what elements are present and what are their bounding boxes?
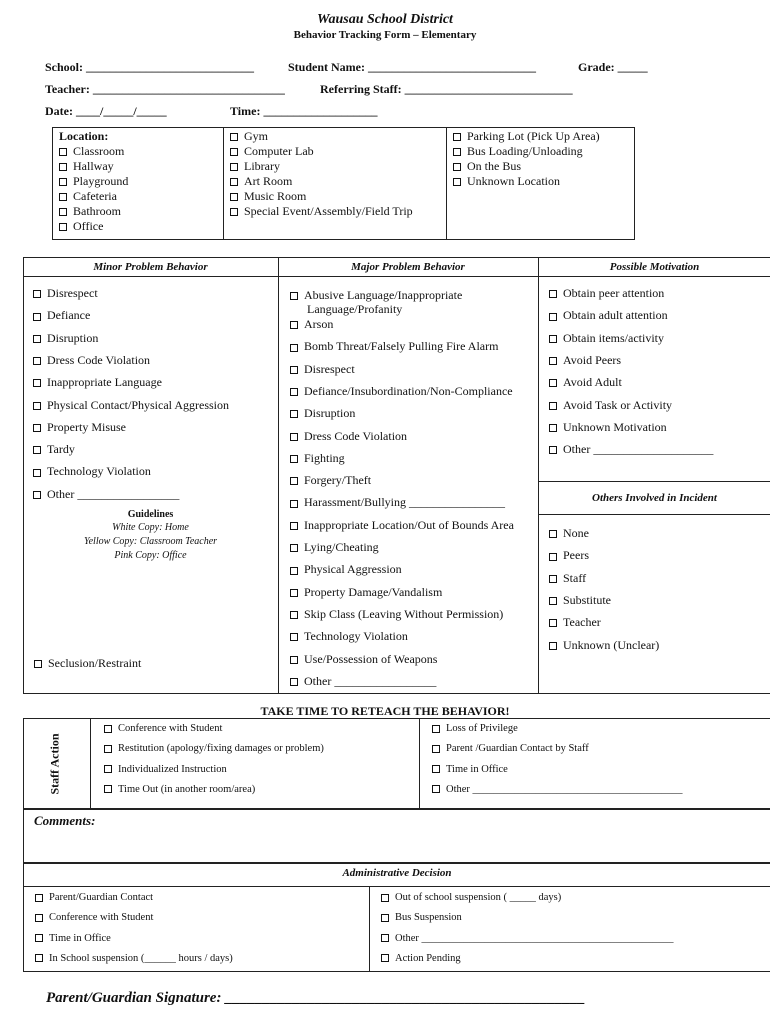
seclusion-label: Seclusion/Restraint [48, 656, 142, 670]
minor-behavior-checkbox[interactable] [33, 398, 229, 413]
location-checkbox-label: Music Room [244, 189, 307, 203]
minor-behavior-checkbox[interactable] [33, 464, 151, 479]
staff-action-checkbox[interactable] [104, 784, 255, 795]
divider [538, 257, 539, 694]
major-behavior-checkbox[interactable] [290, 629, 408, 644]
motivation-checkbox[interactable] [549, 398, 672, 413]
motivation-checkbox-label: Obtain items/activity [563, 330, 664, 345]
major-behavior-checkbox[interactable] [290, 473, 371, 488]
location-checkbox-label: Office [73, 219, 104, 233]
checkbox-icon[interactable] [33, 379, 41, 387]
admin-decision-checkbox[interactable] [35, 953, 233, 964]
admin-decision-checkbox[interactable] [381, 953, 461, 964]
major-behavior-checkbox[interactable] [290, 362, 355, 377]
major-behavior-checkbox[interactable] [290, 317, 333, 332]
motivation-checkbox-label: Other ____________________ [563, 442, 714, 457]
major-behavior-checkbox[interactable] [290, 384, 513, 399]
checkbox-icon[interactable] [290, 366, 298, 374]
checkbox-icon[interactable] [33, 290, 41, 298]
checkbox-icon[interactable] [33, 313, 41, 321]
checkbox-icon[interactable] [549, 619, 557, 627]
form-title: Wausau School District [317, 12, 453, 27]
major-behavior-checkbox-label: Property Damage/Vandalism [304, 584, 443, 599]
checkbox-icon[interactable] [549, 402, 557, 410]
checkbox-icon[interactable] [549, 313, 557, 321]
checkbox-icon[interactable] [432, 765, 440, 773]
checkbox-icon[interactable] [35, 894, 43, 902]
admin-decision-checkbox[interactable] [381, 892, 561, 903]
location-checkbox[interactable] [453, 144, 583, 159]
motivation-checkbox-label: Unknown Motivation [563, 419, 667, 434]
location-checkbox-label: Unknown Location [467, 174, 560, 188]
divider [446, 127, 447, 240]
others-involved-checkbox-label: Unknown (Unclear) [563, 637, 660, 652]
major-behavior-checkbox[interactable] [290, 562, 402, 577]
checkbox-icon[interactable] [35, 954, 43, 962]
checkbox-icon[interactable] [104, 785, 112, 793]
minor-behavior-checkbox-label: Disruption [47, 330, 99, 345]
checkbox-icon[interactable] [59, 148, 67, 156]
location-checkbox-label: On the Bus [467, 159, 521, 173]
staff-action-checkbox-label: Individualized Instruction [118, 763, 227, 775]
major-behavior-checkbox-label: Other _________________ [304, 673, 437, 688]
staff-action-checkbox-label: Parent /Guardian Contact by Staff [446, 743, 589, 755]
divider [23, 886, 770, 887]
motivation-checkbox[interactable] [549, 331, 664, 346]
location-checkbox[interactable] [453, 174, 560, 189]
staff-action-checkbox[interactable] [104, 723, 222, 734]
major-behavior-checkbox-label: Abusive Language/Inappropriate [304, 288, 463, 302]
checkbox-icon[interactable] [290, 633, 298, 641]
minor-behavior-checkbox-label: Disrespect [47, 286, 98, 300]
checkbox-icon[interactable] [290, 292, 298, 300]
checkbox-icon[interactable] [104, 765, 112, 773]
checkbox-icon[interactable] [290, 611, 298, 619]
checkbox-icon[interactable] [290, 433, 298, 441]
major-behavior-checkbox[interactable] [290, 288, 462, 303]
staff-action-checkbox-label: Time in Office [446, 763, 508, 775]
admin-decision-checkbox[interactable] [381, 933, 674, 944]
checkbox-icon[interactable] [453, 178, 461, 186]
checkbox-icon[interactable] [59, 178, 67, 186]
divider [538, 514, 770, 515]
comments-label: Comments: [34, 813, 96, 828]
location-checkbox-label: Bus Loading/Unloading [467, 144, 583, 158]
reteach-title: TAKE TIME TO RETEACH THE BEHAVIOR! [260, 704, 510, 718]
major-behavior-checkbox[interactable] [290, 406, 355, 421]
checkbox-icon[interactable] [290, 678, 298, 686]
others-involved-checkbox[interactable] [549, 571, 586, 586]
checkbox-icon[interactable] [35, 914, 43, 922]
minor-behavior-checkbox[interactable] [33, 487, 179, 502]
checkbox-icon[interactable] [290, 344, 298, 352]
checkbox-icon[interactable] [549, 642, 557, 650]
checkbox-icon[interactable] [549, 553, 557, 561]
checkbox-icon[interactable] [230, 193, 238, 201]
location-checkbox[interactable] [230, 144, 314, 159]
location-checkbox[interactable] [59, 219, 103, 234]
seclusion-checkbox[interactable] [34, 656, 141, 671]
location-checkbox[interactable] [230, 174, 292, 189]
admin-decision-checkbox-label: Bus Suspension [395, 912, 462, 924]
location-checkbox[interactable] [453, 129, 600, 144]
checkbox-icon[interactable] [290, 544, 298, 552]
checkbox-icon[interactable] [230, 178, 238, 186]
checkbox-icon[interactable] [33, 491, 41, 499]
staff-action-checkbox-label: Conference with Student [118, 723, 223, 734]
admin-decision-checkbox-label: Parent/Guardian Contact [49, 892, 154, 903]
motivation-checkbox-label: Avoid Adult [563, 375, 622, 390]
checkbox-icon[interactable] [59, 193, 67, 201]
checkbox-icon[interactable] [432, 745, 440, 753]
others-involved-checkbox[interactable] [549, 526, 589, 541]
location-checkbox[interactable] [230, 129, 268, 144]
guideline-yellow: Yellow Copy: Classroom Teacher [83, 536, 218, 547]
major-behavior-checkbox-label: Use/Possession of Weapons [304, 651, 438, 666]
motivation-checkbox[interactable] [549, 308, 668, 323]
checkbox-icon[interactable] [104, 725, 112, 733]
admin-decision-checkbox-label: Out of school suspension ( _____ days) [395, 892, 562, 903]
checkbox-icon[interactable] [290, 321, 298, 329]
major-behavior-checkbox-label: Dress Code Violation [304, 428, 408, 443]
checkbox-icon[interactable] [290, 410, 298, 418]
checkbox-icon[interactable] [59, 223, 67, 231]
comments-box[interactable] [23, 809, 770, 863]
minor-behavior-checkbox-label: Physical Contact/Physical Aggression [47, 397, 229, 412]
admin-header: Administrative Decision [342, 867, 452, 879]
checkbox-icon[interactable] [381, 894, 389, 902]
checkbox-icon[interactable] [453, 148, 461, 156]
staff-action-checkbox[interactable] [432, 784, 683, 795]
staff-action-checkbox[interactable] [432, 743, 589, 754]
location-checkbox[interactable] [230, 189, 306, 204]
checkbox-icon[interactable] [290, 500, 298, 508]
minor-behavior-checkbox-label: Property Misuse [47, 419, 126, 434]
others-involved-checkbox-label: Teacher [563, 615, 601, 630]
motivation-checkbox[interactable] [549, 442, 713, 457]
divider [278, 257, 279, 694]
checkbox-icon[interactable] [290, 522, 298, 530]
location-checkbox-label: Bathroom [73, 204, 121, 218]
motivation-checkbox-label: Avoid Task or Activity [563, 397, 673, 412]
divider [90, 718, 91, 809]
major-behavior-checkbox[interactable] [290, 339, 498, 354]
others-involved-checkbox[interactable] [549, 638, 659, 653]
staff-action-checkbox-label: Restitution (apology/fixing damages or problem) [118, 743, 324, 755]
major-behavior-checkbox-label: Disruption [304, 406, 356, 421]
location-checkbox-label: Library [244, 159, 280, 173]
major-behavior-checkbox[interactable] [290, 607, 503, 622]
major-behavior-checkbox[interactable] [290, 652, 437, 667]
checkbox-icon[interactable] [33, 469, 41, 477]
admin-decision-checkbox[interactable] [381, 912, 462, 923]
staff-action-checkbox-label: Other ________________________________________ [446, 783, 683, 795]
minor-behavior-checkbox-label: Defiance [47, 308, 91, 323]
major-behavior-checkbox-label: Lying/Cheating [304, 540, 379, 554]
location-label: Location: [59, 129, 109, 143]
student-name-field[interactable]: Student Name: ____________________________ [288, 60, 536, 74]
school-field[interactable]: School: ____________________________ [45, 60, 255, 74]
checkbox-icon[interactable] [549, 357, 557, 365]
motivation-checkbox-label: Avoid Peers [563, 352, 622, 367]
divider [369, 886, 370, 972]
major-behavior-checkbox-label: Technology Violation [304, 629, 408, 644]
major-behavior-checkbox[interactable] [290, 495, 505, 510]
major-behavior-checkbox[interactable] [290, 585, 442, 600]
others-involved-checkbox[interactable] [549, 615, 601, 630]
admin-decision-checkbox-label: Action Pending [395, 952, 461, 964]
major-behavior-checkbox[interactable] [290, 451, 345, 466]
minor-behavior-checkbox-label: Technology Violation [47, 464, 151, 479]
motivation-checkbox[interactable] [549, 420, 667, 435]
checkbox-icon[interactable] [59, 208, 67, 216]
divider [419, 718, 420, 809]
location-checkbox[interactable] [453, 159, 521, 174]
admin-decision-checkbox-label: Time in Office [49, 932, 111, 944]
location-checkbox-label: Art Room [244, 174, 293, 188]
minor-behavior-checkbox-label: Inappropriate Language [47, 375, 162, 390]
others-involved-checkbox[interactable] [549, 548, 589, 563]
location-checkbox-label: Playground [73, 174, 129, 188]
motivation-checkbox-label: Obtain adult attention [563, 308, 668, 323]
divider [538, 481, 770, 482]
checkbox-icon[interactable] [549, 597, 557, 605]
location-checkbox[interactable] [59, 174, 128, 189]
staff-action-checkbox[interactable] [432, 764, 508, 775]
referring-staff-field[interactable]: Referring Staff: ____________________________ [320, 82, 573, 96]
checkbox-icon[interactable] [549, 530, 557, 538]
major-behavior-checkbox-label: Fighting [304, 450, 345, 465]
major-behavior-checkbox-label: Disrespect [304, 361, 355, 376]
grade-field[interactable]: Grade: _____ [578, 60, 648, 74]
checkbox-icon[interactable] [549, 335, 557, 343]
checkbox-icon[interactable] [549, 575, 557, 583]
checkbox-icon[interactable] [381, 914, 389, 922]
major-behavior-checkbox-label: Defiance/Insubordination/Non-Compliance [304, 383, 513, 398]
motivation-checkbox[interactable] [549, 375, 622, 390]
minor-behavior-checkbox-label: Other _________________ [47, 486, 180, 501]
minor-behavior-checkbox[interactable] [33, 308, 90, 323]
minor-behavior-checkbox[interactable] [33, 420, 126, 435]
major-header: Major Problem Behavior [351, 261, 465, 273]
location-checkbox-label: Computer Lab [244, 144, 314, 158]
checkbox-icon[interactable] [59, 163, 67, 171]
major-behavior-checkbox-label: Forgery/Theft [304, 473, 372, 488]
location-checkbox-label: Special Event/Assembly/Field Trip [244, 204, 413, 218]
motivation-checkbox[interactable] [549, 353, 621, 368]
checkbox-icon[interactable] [453, 163, 461, 171]
checkbox-icon[interactable] [104, 745, 112, 753]
location-checkbox-label: Gym [244, 129, 268, 143]
signature-line[interactable]: Parent/Guardian Signature: ________________________________________________ [46, 990, 586, 1006]
guideline-white: White Copy: Home [112, 522, 189, 533]
checkbox-icon[interactable] [549, 379, 557, 387]
divider [23, 276, 770, 277]
minor-behavior-checkbox-label: Tardy [47, 442, 75, 457]
admin-decision-checkbox-label: Conference with Student [49, 912, 154, 924]
motivation-checkbox-label: Obtain peer attention [563, 286, 665, 300]
location-checkbox-label: Hallway [73, 159, 114, 173]
admin-decision-checkbox-label: Other ________________________________________________ [395, 932, 674, 944]
major-behavior-checkbox[interactable] [290, 540, 379, 555]
checkbox-icon[interactable] [33, 446, 41, 454]
admin-decision-checkbox[interactable] [35, 892, 153, 903]
checkbox-icon[interactable] [453, 133, 461, 141]
date-field[interactable]: Date: ____/_____/_____ [45, 104, 167, 118]
staff-action-label: Staff Action [47, 733, 62, 795]
major-behavior-checkbox-label: Inappropriate Location/Out of Bounds Area [304, 517, 514, 532]
checkbox-icon[interactable] [33, 424, 41, 432]
staff-action-checkbox[interactable] [432, 723, 518, 734]
checkbox-icon[interactable] [381, 934, 389, 942]
location-checkbox[interactable] [59, 204, 121, 219]
location-checkbox[interactable] [59, 144, 124, 159]
location-checkbox[interactable] [59, 189, 117, 204]
staff-action-checkbox-label: Loss of Privilege [446, 723, 518, 734]
checkbox-icon[interactable] [34, 660, 42, 668]
major-behavior-checkbox[interactable] [290, 518, 514, 533]
minor-behavior-checkbox[interactable] [33, 353, 150, 368]
major-behavior-checkbox-label: Bomb Threat/Falsely Pulling Fire Alarm [304, 339, 499, 354]
checkbox-icon[interactable] [35, 934, 43, 942]
location-checkbox[interactable] [230, 159, 280, 174]
others-involved-checkbox-label: Staff [563, 570, 587, 585]
location-checkbox[interactable] [230, 204, 413, 219]
staff-action-checkbox[interactable] [104, 743, 324, 754]
minor-behavior-checkbox[interactable] [33, 286, 98, 301]
major-behavior-checkbox-label: Harassment/Bullying ________________ [304, 495, 505, 510]
checkbox-icon[interactable] [432, 785, 440, 793]
form-subtitle: Behavior Tracking Form – Elementary [293, 29, 477, 41]
minor-header: Minor Problem Behavior [93, 261, 208, 273]
others-involved-checkbox-label: Substitute [563, 592, 612, 607]
teacher-field[interactable]: Teacher: ________________________________ [45, 82, 285, 96]
checkbox-icon[interactable] [549, 424, 557, 432]
checkbox-icon[interactable] [33, 402, 41, 410]
checkbox-icon[interactable] [549, 446, 557, 454]
others-involved-checkbox-label: None [563, 526, 589, 540]
divider [223, 127, 224, 240]
checkbox-icon[interactable] [33, 357, 41, 365]
checkbox-icon[interactable] [549, 290, 557, 298]
checkbox-icon[interactable] [33, 335, 41, 343]
major-behavior-checkbox-label: Physical Aggression [304, 562, 402, 577]
checkbox-icon[interactable] [290, 455, 298, 463]
motivation-checkbox[interactable] [549, 286, 664, 301]
others-header: Others Involved in Incident [592, 492, 717, 504]
time-field[interactable]: Time: ___________________ [230, 104, 378, 118]
minor-behavior-checkbox[interactable] [33, 442, 75, 457]
checkbox-icon[interactable] [230, 148, 238, 156]
major-behavior-checkbox-label: Skip Class (Leaving Without Permission) [304, 606, 504, 621]
minor-behavior-checkbox[interactable] [33, 375, 162, 390]
checkbox-icon[interactable] [432, 725, 440, 733]
location-checkbox-label: Classroom [73, 144, 125, 158]
guideline-pink: Pink Copy: Office [114, 550, 187, 561]
admin-decision-checkbox-label: In School suspension (______ hours / days) [49, 952, 233, 964]
checkbox-icon[interactable] [290, 656, 298, 664]
location-checkbox-label: Cafeteria [73, 189, 117, 203]
others-involved-checkbox[interactable] [549, 593, 611, 608]
staff-action-checkbox[interactable] [104, 764, 227, 775]
checkbox-icon[interactable] [381, 954, 389, 962]
checkbox-icon[interactable] [290, 567, 298, 575]
checkbox-icon[interactable] [290, 477, 298, 485]
checkbox-icon[interactable] [290, 388, 298, 396]
admin-decision-checkbox[interactable] [35, 933, 111, 944]
major-behavior-checkbox-label: Arson [304, 317, 334, 331]
minor-behavior-checkbox[interactable] [33, 331, 98, 346]
major-behavior-checkbox[interactable] [290, 674, 436, 689]
checkbox-icon[interactable] [230, 208, 238, 216]
checkbox-icon[interactable] [290, 589, 298, 597]
staff-action-checkbox-label: Time Out (in another room/area) [118, 783, 256, 795]
admin-decision-checkbox[interactable] [35, 912, 153, 923]
checkbox-icon[interactable] [230, 133, 238, 141]
location-checkbox-label: Parking Lot (Pick Up Area) [467, 129, 600, 143]
checkbox-icon[interactable] [230, 163, 238, 171]
motivation-header: Possible Motivation [609, 261, 700, 273]
minor-behavior-checkbox-label: Dress Code Violation [47, 352, 151, 367]
major-behavior-label-continued: Language/Profanity [307, 302, 403, 316]
location-checkbox[interactable] [59, 159, 114, 174]
guidelines-title: Guidelines [127, 509, 174, 520]
major-behavior-checkbox[interactable] [290, 429, 407, 444]
others-involved-checkbox-label: Peers [563, 548, 589, 563]
